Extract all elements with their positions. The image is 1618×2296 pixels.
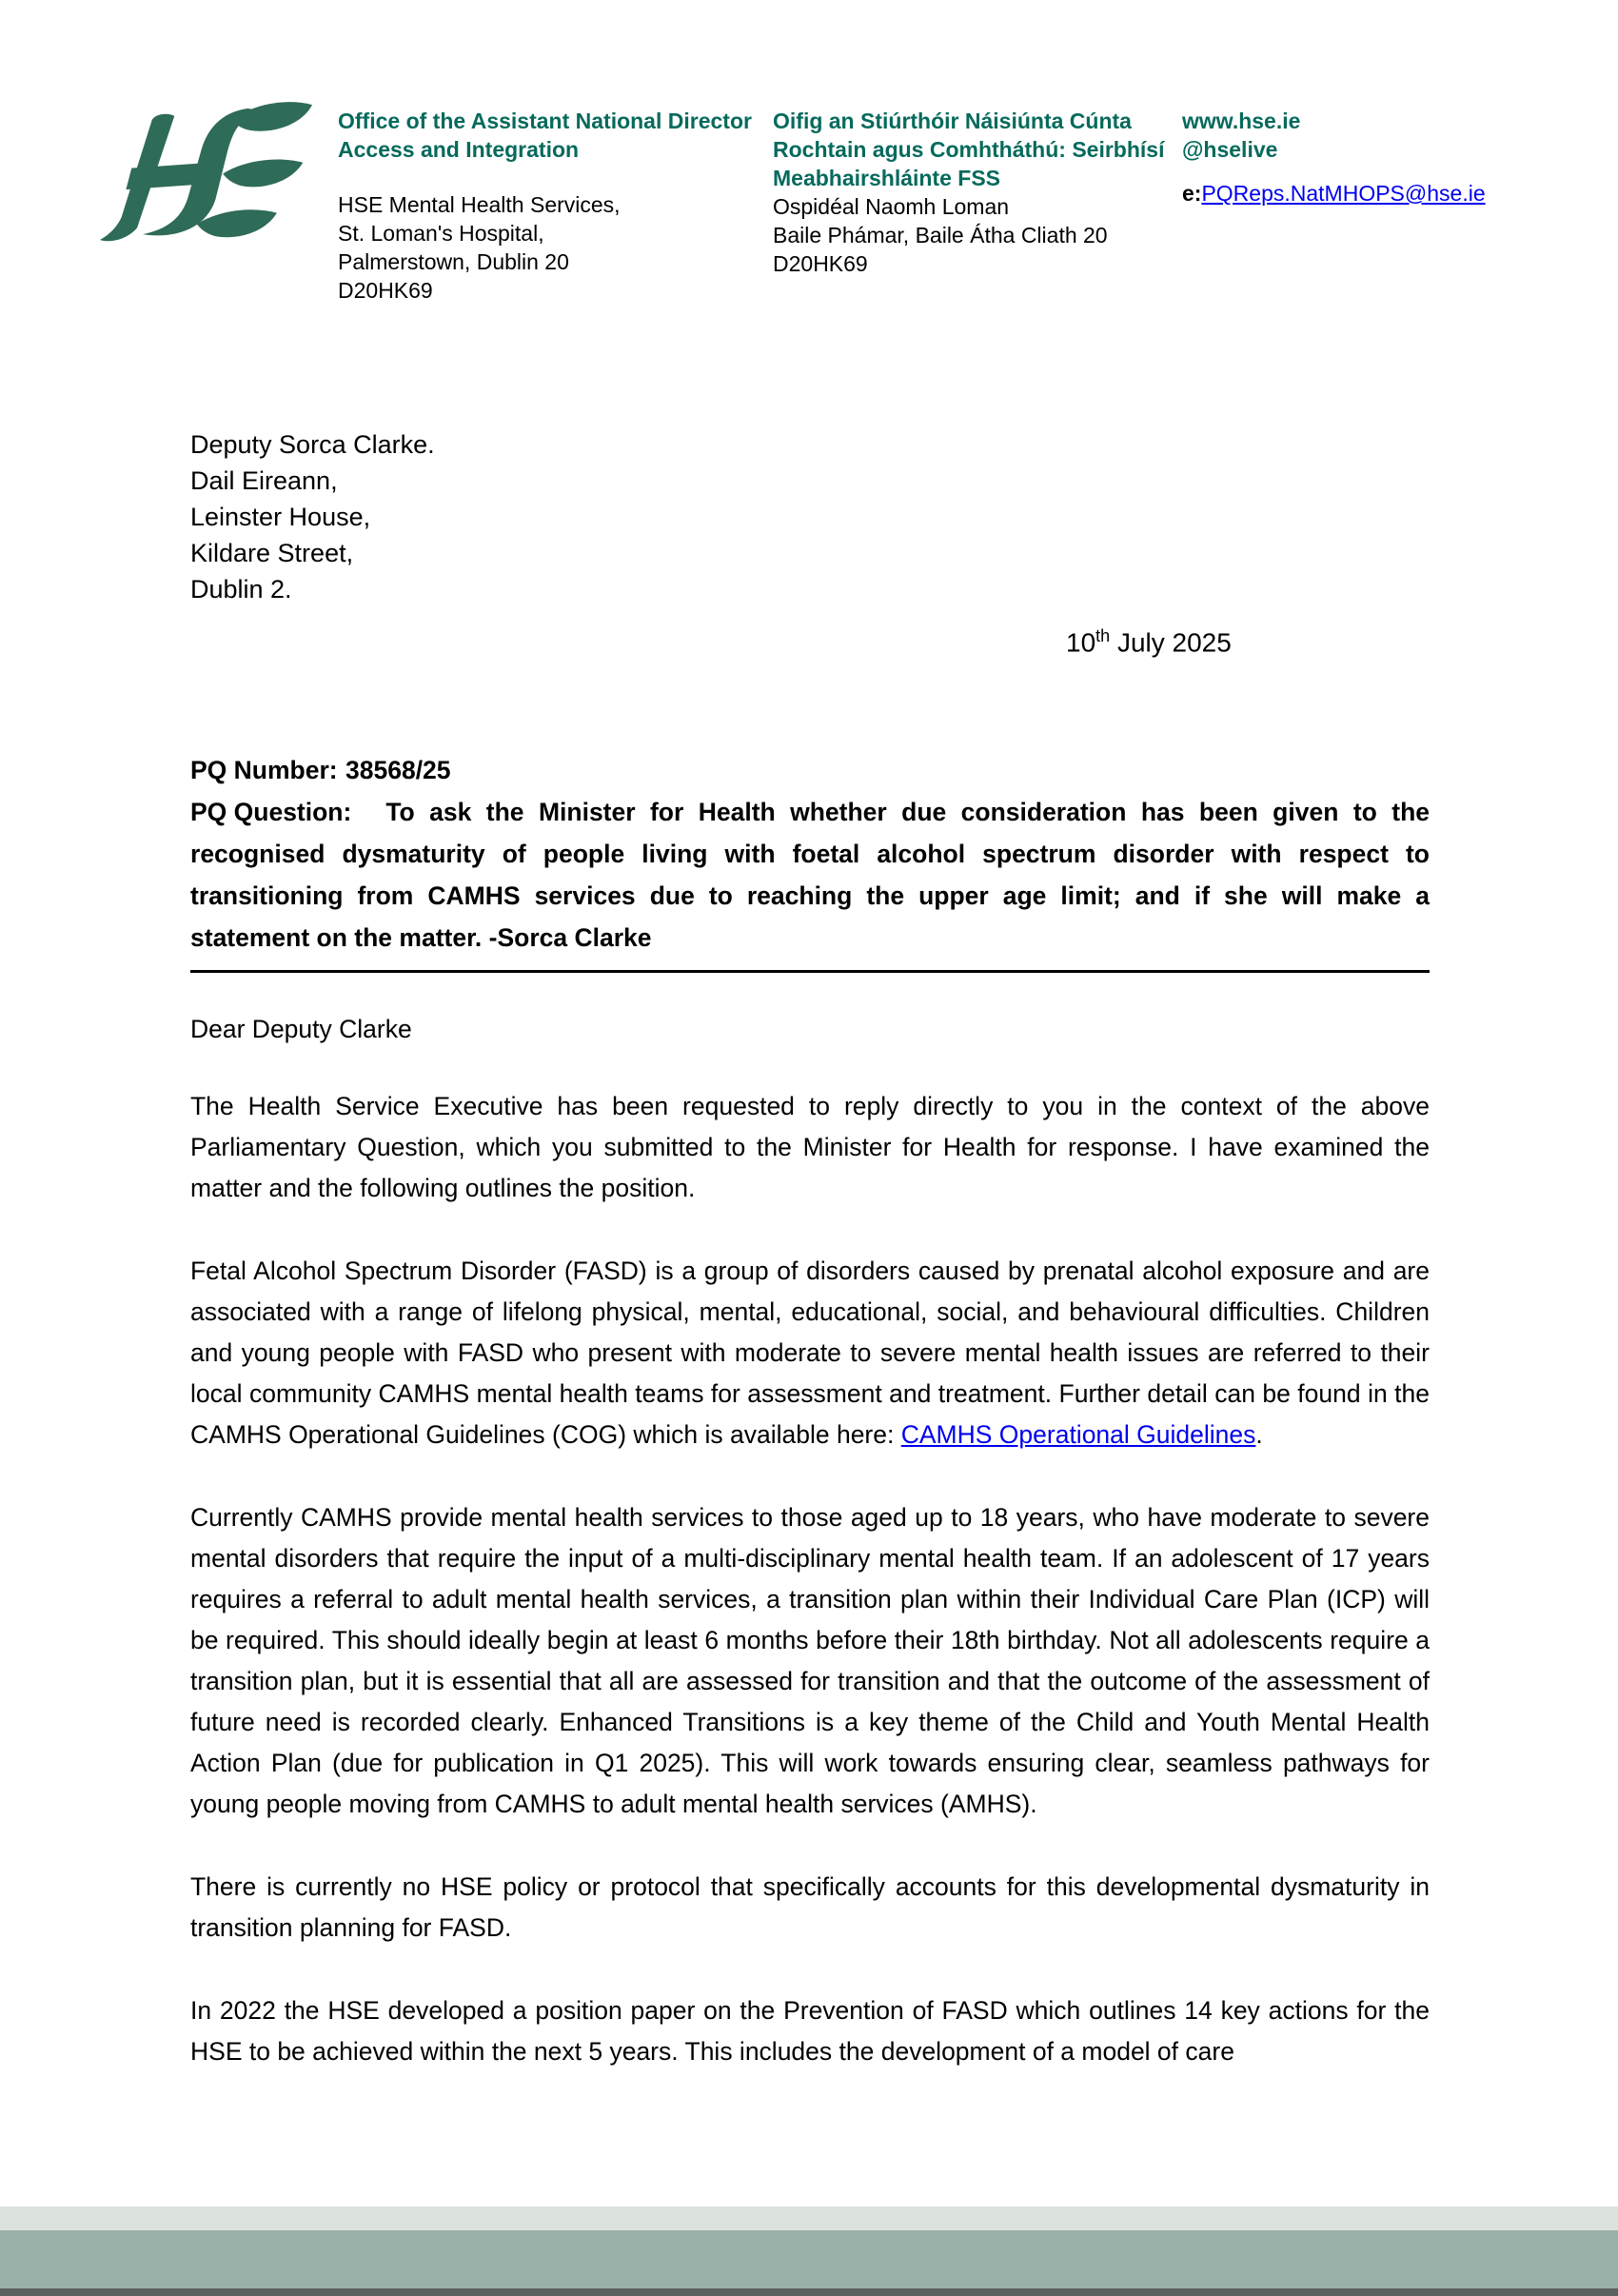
header-office-en [338,107,761,305]
address-en-line: Palmerstown, Dublin 20 [338,249,569,274]
recipient-line: Deputy Sorca Clarke. [190,430,435,459]
pq-question-text: To ask the Minister for Health whether due consideration has been given to the recognised dysmaturity of people living with foetal alcohol spectrum disorder with respect to transitioning from CAMHS services due to reaching the upper age limit; and if she will make a statement on the matter. -Sorca Clarke [190,798,1430,953]
pq-number-row [190,749,1430,791]
address-en-line: St. Loman's Hospital, [338,221,544,246]
separator-line [190,970,1430,973]
paragraph-fasd-text: Fetal Alcohol Spectrum Disorder (FASD) is a group of disorders caused by prenatal alcohol exposure and are associated with a range of lifelong physical, mental, educational, social, and behavioural difficulties. Children and young people with FASD who present with moderate to severe mental health issues are referred to their local community CAMHS mental health teams for assessment and treatment. Further detail can be found in the CAMHS Operational Guidelines (COG) which is available here: [190,1257,1430,1450]
paragraph-intro: The Health Service Executive has been requested to reply directly to you in the context of the above Parliamentary Question, which you submitted to the Minister for Health for response. I have examined the matter and the following outlines the position. [190,1092,1430,1203]
paragraph-camhs-transition: Currently CAMHS provide mental health services to those aged up to 18 years, who have moderate to severe mental disorders that require the input of a multi-disciplinary mental health team. If an adolescent of 17 years requires a referral to adult mental health services, a transition plan within their Individual Care Plan (ICP) will be required. This should ideally begin at least 6 months before their 18th birthday. Not all adolescents require a transition plan, but it is essential that all are assessed for transition and that the outcome of the assessment of future need is recorded clearly. Enhanced Transitions is a key theme of the Child and Youth Mental Health Action Plan (due for publication in Q1 2025). This will work towards ensuring clear, seamless pathways for young people moving from CAMHS to adult mental health services (AMHS). [190,1503,1430,1819]
date-ordinal-suffix: th [1095,626,1111,645]
hse-logo [100,78,314,268]
recipient-line: Leinster House, [190,503,371,531]
office-title-ga-line3: Meabhairshláinte FSS [773,166,1001,190]
footer-bar-dark [0,2288,1618,2296]
letter-content [190,426,1430,2072]
header-contact [1182,107,1506,208]
paragraph-fasd [190,1251,1430,1455]
address-en-line: HSE Mental Health Services, [338,192,621,217]
camhs-guidelines-link[interactable]: CAMHS Operational Guidelines [900,1420,1256,1450]
pq-question [190,791,1430,959]
recipient-line: Dail Eireann, [190,466,338,495]
pq-block [190,749,1430,959]
pq-number-value: 38568/25 [345,756,451,785]
recipient-address [190,426,1430,607]
date-month-year: July 2025 [1110,627,1232,658]
pq-question-label: PQ Question: [190,798,352,827]
salutation: Dear Deputy Clarke [190,1015,412,1044]
hse-logo-icon [100,78,314,268]
recipient-line: Dublin 2. [190,575,292,604]
pq-number-label: PQ Number: [190,756,338,785]
header-office-ga [773,107,1177,278]
office-title-ga-line1: Oifig an Stiúrthóir Náisiúnta Cúnta [773,109,1132,133]
letter-date [1066,626,1430,658]
paragraph-fasd-period: . [1255,1420,1263,1450]
email-link[interactable]: PQReps.NatMHOPS@hse.ie [1201,181,1486,206]
footer-bar-light [0,2207,1618,2230]
footer-bar-mid [0,2230,1618,2288]
office-title-ga-line2: Rochtain agus Comhtháthú: Seirbhísí [773,137,1165,162]
address-en-line: D20HK69 [338,278,433,303]
email-prefix: e: [1182,181,1202,206]
office-title-en-line1: Office of the Assistant National Director [338,109,752,133]
website-text: www.hse.ie [1182,109,1301,133]
office-title-en-line2: Access and Integration [338,137,580,162]
social-handle: @hselive [1182,137,1278,162]
paragraph-position-paper: In 2022 the HSE developed a position paper on the Prevention of FASD which outlines 14 key actions for the HSE to be achieved within the next 5 years. This includes the development of a model of care [190,1996,1430,2067]
address-ga-line: Baile Phámar, Baile Átha Cliath 20 [773,223,1108,247]
address-ga-line: D20HK69 [773,251,868,276]
paragraph-no-policy: There is currently no HSE policy or protocol that specifically accounts for this developmental dysmaturity in transition planning for FASD. [190,1872,1430,1943]
date-day: 10 [1066,627,1096,658]
recipient-line: Kildare Street, [190,539,354,567]
address-ga-line: Ospidéal Naomh Loman [773,194,1010,219]
